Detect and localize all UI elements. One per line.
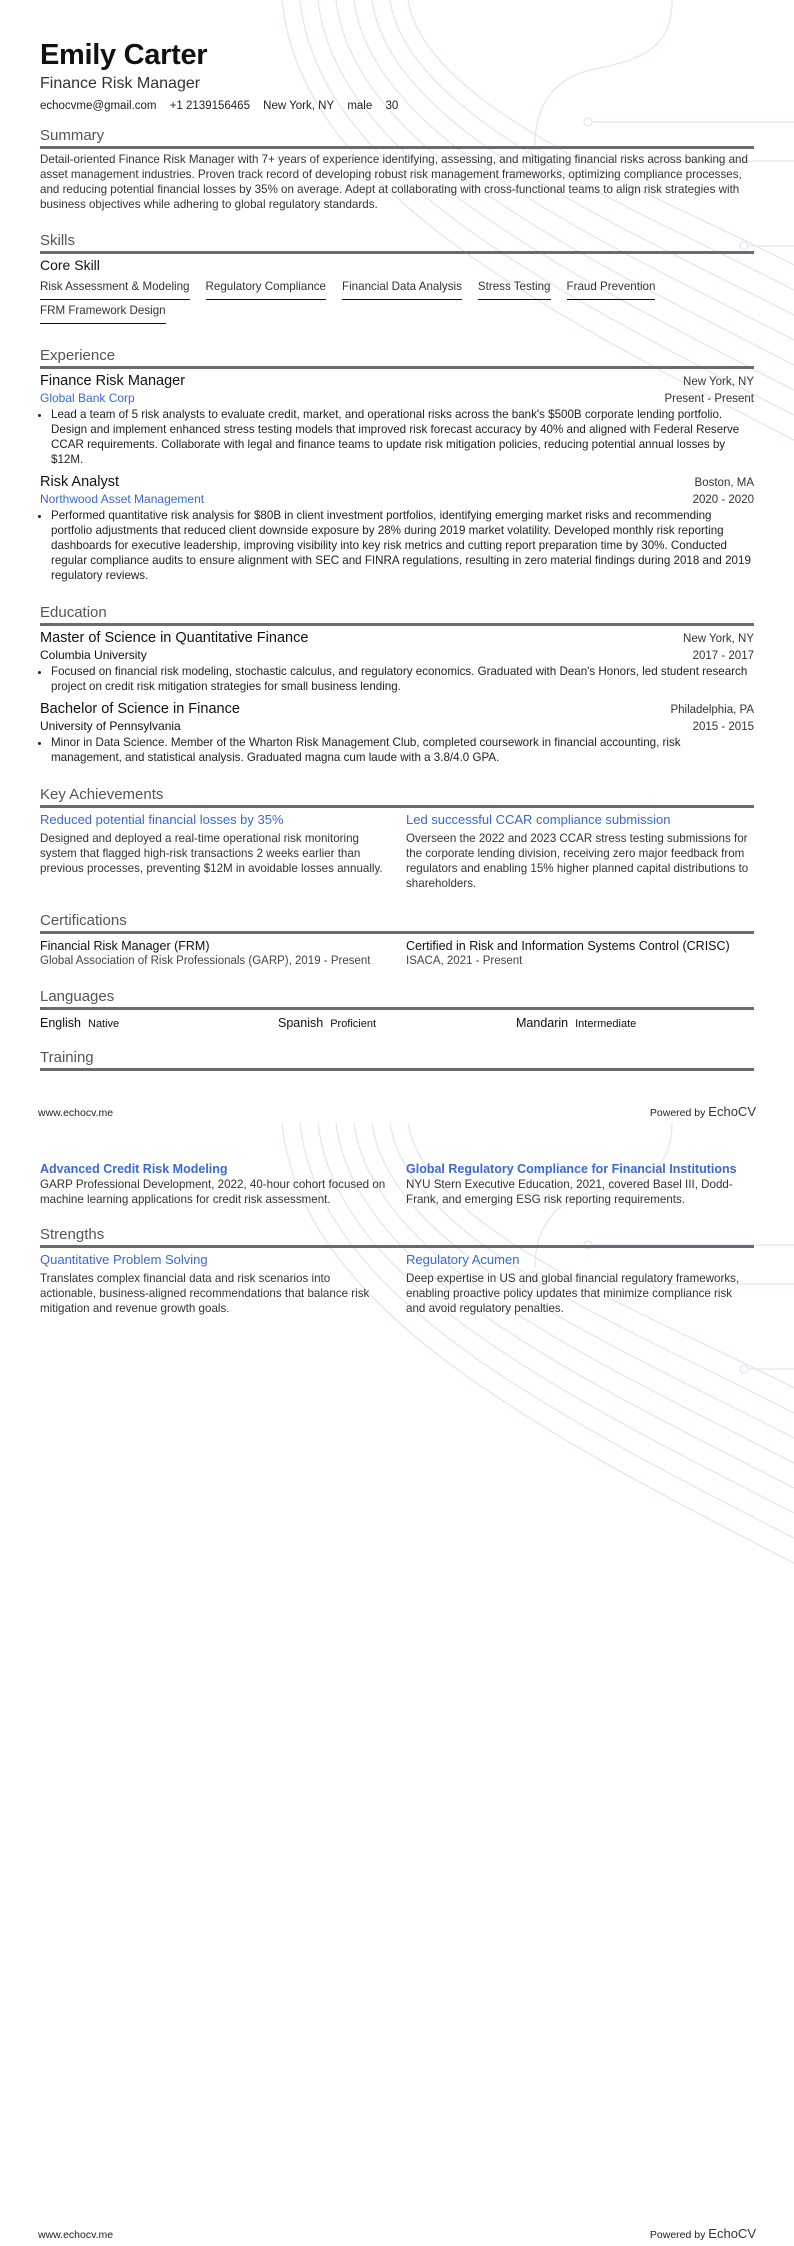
contact-age: 30 — [385, 100, 399, 112]
education-section — [40, 603, 754, 765]
languages-section — [40, 987, 754, 1032]
language-level: Intermediate — [575, 1018, 637, 1030]
section-heading: Skills — [40, 231, 754, 254]
achievements-section — [40, 785, 754, 891]
degree: Bachelor of Science in Finance — [40, 701, 240, 717]
section-heading: Experience — [40, 346, 754, 369]
degree: Master of Science in Quantitative Finance — [40, 630, 309, 646]
language-name: Mandarin — [516, 1016, 569, 1030]
footer-powered-label: Powered by — [649, 2229, 706, 2241]
certification-item — [406, 938, 754, 969]
section-heading: Summary — [40, 126, 754, 149]
skill-tag: Fraud Prevention — [567, 279, 656, 300]
language-name: Spanish — [278, 1016, 324, 1030]
footer-site-link[interactable]: www.echocv.me — [38, 2229, 114, 2241]
skill-tag: Regulatory Compliance — [206, 279, 327, 300]
resume-header — [40, 38, 754, 114]
page-footer — [38, 1104, 756, 1119]
strength-item — [40, 1252, 388, 1316]
achievement-text: Overseen the 2022 and 2023 CCAR stress testing submissions for the corporate lending division, receiving zero major feedback from regulators and enabling 15% higher planned capital distributions to shareholders. — [406, 832, 749, 890]
footer-brand[interactable]: EchoCV — [708, 1104, 756, 1119]
education-bullet: • Minor in Data Science. Member of the Wharton Risk Management Club, completed coursework in financial accounting, risk management, and statistical analysis. Graduated magna cum laude with a 3.8/4.0 GPA. — [51, 735, 754, 765]
candidate-name: Emily Carter — [40, 39, 208, 71]
language-item — [516, 1015, 754, 1032]
skill-tag: Stress Testing — [478, 279, 551, 300]
training-section — [40, 1048, 754, 1071]
job-dates: 2020 - 2020 — [692, 494, 754, 506]
company-name[interactable]: Northwood Asset Management — [40, 492, 205, 506]
job-bullet: • Lead a team of 5 risk analysts to evaluate credit, market, and operational risks across the bank's $500B corporate lending portfolio. Design and implement enhanced stress testing models that improved risk forecast accuracy by 40% and aligned with Federal Reserve CCAR requirements. Collaborate with legal and finance teams to update risk mitigation policies, reducing potential annual losses by $12M. — [51, 407, 754, 467]
section-heading: Education — [40, 603, 754, 626]
job-title: Finance Risk Manager — [40, 373, 186, 389]
achievement-title: Led successful CCAR compliance submission — [406, 812, 671, 827]
education-dates: 2017 - 2017 — [692, 650, 754, 662]
contact-info — [40, 98, 754, 114]
training-text: NYU Stern Executive Education, 2021, covered Basel III, Dodd-Frank, and emerging ESG risk reporting requirements. — [406, 1178, 733, 1206]
language-level: Native — [88, 1018, 120, 1030]
school-name: Columbia University — [40, 648, 147, 662]
school-name: University of Pennsylvania — [40, 719, 181, 733]
summary-section — [40, 126, 754, 212]
achievement-item — [406, 812, 754, 891]
achievement-title: Reduced potential financial losses by 35% — [40, 812, 284, 827]
footer-site-link[interactable]: www.echocv.me — [38, 1107, 114, 1119]
language-item — [278, 1015, 516, 1032]
school-location: Philadelphia, PA — [670, 704, 754, 716]
training-title: Advanced Credit Risk Modeling — [40, 1162, 228, 1176]
skill-tag: FRM Framework Design — [40, 303, 166, 324]
skill-tag: Risk Assessment & Modeling — [40, 279, 190, 300]
experience-entry — [40, 474, 754, 583]
certification-title: Financial Risk Manager (FRM) — [40, 939, 210, 953]
section-heading: Certifications — [40, 911, 754, 934]
skill-tag: Financial Data Analysis — [342, 279, 462, 300]
strength-title: Regulatory Acumen — [406, 1252, 520, 1267]
certification-title: Certified in Risk and Information Systems Control (CRISC) — [406, 939, 730, 953]
section-heading: Key Achievements — [40, 785, 754, 808]
section-heading: Training — [40, 1048, 754, 1071]
contact-gender: male — [347, 100, 373, 112]
section-heading: Languages — [40, 987, 754, 1010]
background-circuit-decoration-page2 — [0, 1123, 794, 1683]
education-bullet: • Focused on financial risk modeling, stochastic calculus, and regulatory economics. Graduated with Dean's Honors, led student research project on credit risk mitigation strategies for small business lending. — [51, 664, 754, 694]
language-level: Proficient — [330, 1018, 377, 1030]
contact-location: New York, NY — [263, 100, 335, 112]
training-title: Global Regulatory Compliance for Financial Institutions — [406, 1162, 737, 1176]
school-location: New York, NY — [683, 633, 754, 645]
language-name: English — [40, 1016, 81, 1030]
experience-entry — [40, 373, 754, 467]
training-item — [406, 1161, 754, 1207]
training-item — [40, 1161, 388, 1207]
certification-issuer: Global Association of Risk Professionals (GARP), 2019 - Present — [40, 955, 371, 967]
certification-item — [40, 938, 388, 969]
education-dates: 2015 - 2015 — [692, 721, 754, 733]
certifications-section — [40, 911, 754, 969]
job-location: Boston, MA — [694, 477, 754, 489]
skill-tags — [40, 279, 754, 327]
candidate-title: Finance Risk Manager — [40, 75, 201, 92]
strength-text: Translates complex financial data and risk scenarios into actionable, business-aligned recommendations that balance risk mitigation and revenue growth goals. — [40, 1272, 370, 1315]
experience-section — [40, 346, 754, 583]
section-heading: Strengths — [40, 1225, 754, 1248]
skills-section — [40, 231, 754, 327]
strength-text: Deep expertise in US and global financial regulatory frameworks, enabling proactive policy updates that minimize compliance risk and avoid regulatory penalties. — [406, 1272, 740, 1315]
contact-email[interactable]: echocvme@gmail.com — [40, 100, 157, 112]
education-entry — [40, 630, 754, 694]
strength-title: Quantitative Problem Solving — [40, 1252, 208, 1267]
skill-group-title: Core Skill — [40, 257, 100, 273]
training-items — [40, 1161, 754, 1207]
contact-phone[interactable]: +1 2139156465 — [169, 100, 250, 112]
achievement-item — [40, 812, 388, 891]
education-entry — [40, 701, 754, 765]
job-bullet: • Performed quantitative risk analysis for $80B in client investment portfolios, identifying emerging market risks and recommending portfolio adjustments that reduced client downside exposure by 28% during 2019 market volatility. Developed monthly risk reporting dashboards for executive leadership, improving visibility into key risk metrics and cutting report preparation time by 30%. Conducted regular compliance audits to ensure alignment with SEC and FINRA regulations, resulting in zero material findings during 2018 and 2019 regulatory reviews. — [51, 508, 754, 583]
company-name[interactable]: Global Bank Corp — [40, 391, 135, 405]
certification-issuer: ISACA, 2021 - Present — [406, 955, 523, 967]
page-footer-2 — [38, 2226, 756, 2241]
footer-powered-label: Powered by — [649, 1107, 706, 1119]
footer-brand[interactable]: EchoCV — [708, 2226, 756, 2241]
summary-text: Detail-oriented Finance Risk Manager with 7+ years of experience identifying, assessing, and mitigating financial risks across banking and asset management industries. Proven track record of developing robust risk management frameworks, optimizing compliance processes, and reducing potential financial losses by 35% on average. Adept at collaborating with cross-functional teams to align risk strategies with business objectives while adhering to global regulatory standards. — [40, 153, 748, 211]
job-dates: Present - Present — [664, 393, 754, 405]
strengths-section — [40, 1225, 754, 1316]
achievement-text: Designed and deployed a real-time operational risk monitoring system that flagged high-risk transactions 2 weeks earlier than previous processes, preventing $12M in avoidable losses annually. — [40, 832, 383, 875]
job-location: New York, NY — [683, 376, 754, 388]
training-text: GARP Professional Development, 2022, 40-hour cohort focused on machine learning applications for credit risk assessment. — [40, 1178, 386, 1206]
language-item — [40, 1015, 278, 1032]
job-title: Risk Analyst — [40, 474, 119, 490]
strength-item — [406, 1252, 754, 1316]
